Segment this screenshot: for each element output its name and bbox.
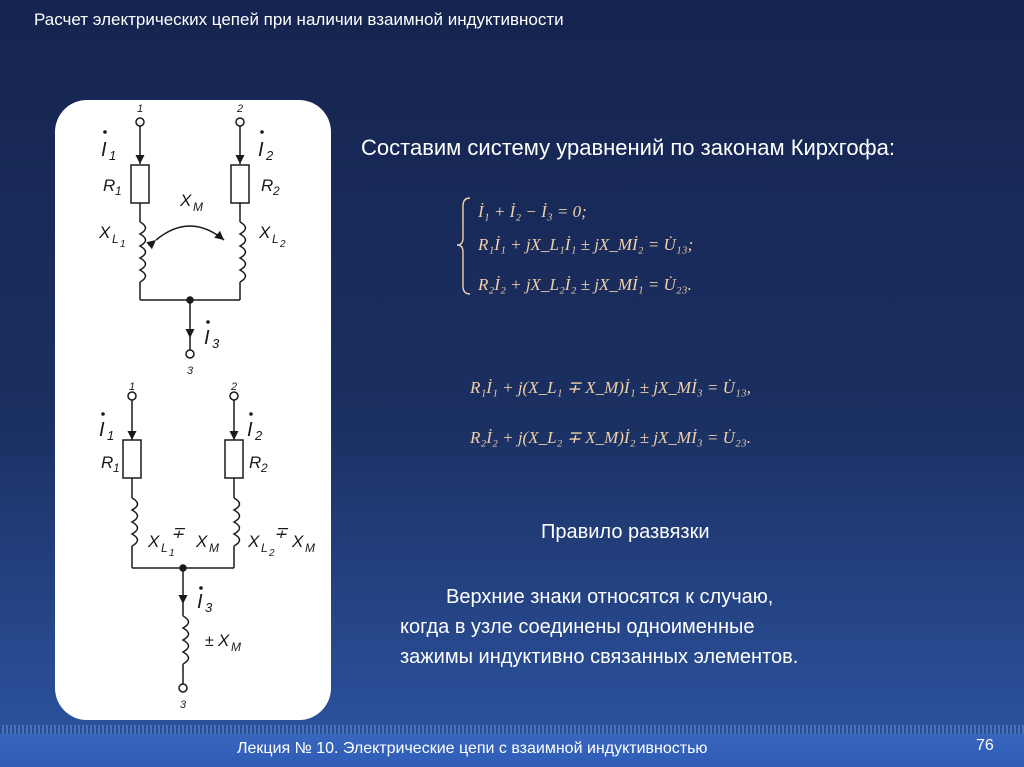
footer-decoration [0, 725, 1024, 734]
circuit-diagram-panel [55, 100, 331, 720]
rule-line: зажимы индуктивно связанных элементов. [400, 646, 799, 668]
page-number: 76 [976, 737, 994, 754]
r2-sub-lower: 2 [261, 461, 268, 475]
equation-decoupled-1: R₁İ₁ + j(X_L₁ ∓ X_M)İ₁ ± jX_Mİ₃ = U̇₁₃, [470, 378, 751, 397]
xl1-label-lower: X [148, 532, 160, 551]
inductor-xm-lower [183, 616, 189, 664]
inductor-l2-lower [234, 498, 240, 546]
slide-title: Расчет электрических цепей при наличии взаимной индуктивности [34, 10, 564, 29]
rule-line: когда в узле соединены одноименные [400, 616, 755, 638]
resistor-r1 [131, 165, 149, 203]
footer-lecture-title: Лекция № 10. Электрические цепи с взаимной индуктивностью [237, 740, 708, 757]
system-brace [457, 198, 470, 294]
xm-label-lower-2: X [292, 532, 304, 551]
r2-label-lower: R [249, 453, 262, 472]
current-i3-label-lower: I [197, 591, 203, 613]
node-3-label-lower: 3 [180, 699, 187, 711]
current-i3-sub: 3 [212, 336, 220, 351]
phasor-dot [101, 412, 105, 416]
phasor-dot [260, 130, 264, 134]
equation-decoupled-2: R₂İ₂ + j(X_L₂ ∓ X_M)İ₂ ± jX_Mİ₃ = U̇₂₃. [470, 428, 751, 447]
terminal-1 [136, 118, 144, 126]
r1-sub-lower: 1 [113, 461, 120, 475]
current-i3-sub-lower: 3 [205, 600, 213, 615]
r1-label: R [103, 176, 116, 195]
mp-sign-1: ∓ [171, 525, 185, 542]
pm-sign: ± [205, 633, 214, 650]
resistor-r2 [231, 165, 249, 203]
xl2-sub: 2 [280, 239, 286, 250]
xm-sub: M [193, 200, 203, 214]
phasor-dot [199, 586, 203, 590]
xl2-label: X [259, 223, 271, 242]
xl2-label-lower: X [248, 532, 260, 551]
resistor-r2-lower [225, 440, 243, 478]
current-i1-label-lower: I [99, 419, 105, 441]
terminal-3 [186, 350, 194, 358]
rule-text [400, 582, 900, 672]
xl1-l: L [112, 232, 119, 246]
terminal-3-lower [179, 684, 187, 692]
xl1-label: X [99, 223, 111, 242]
node-1-label-lower: 1 [129, 381, 136, 393]
xm-sub-lower-3: M [231, 640, 241, 654]
rule-line: Верхние знаки относятся к случаю, [446, 586, 774, 608]
xm-label-lower-1: X [196, 532, 208, 551]
r2-sub: 2 [273, 184, 280, 198]
terminal-1-lower [128, 392, 136, 400]
r1-label-lower: R [101, 453, 114, 472]
xl1-sub: 1 [120, 239, 126, 250]
node-3-label: 3 [187, 365, 194, 377]
mutual-coupling-arrow [156, 226, 224, 240]
xm-sub-lower-1: M [209, 541, 219, 555]
circuit-diagrams [55, 100, 331, 720]
kirchhoff-heading: Составим систему уравнений по законам Кирхгофа: [361, 135, 896, 160]
xm-label-lower-3: X [218, 631, 230, 650]
phasor-dot [103, 130, 107, 134]
current-i3-label: I [204, 327, 210, 349]
current-i2-sub: 2 [266, 148, 274, 163]
inductor-l2 [240, 222, 246, 282]
upper-circuit [131, 118, 249, 358]
mp-sign-2: ∓ [274, 525, 288, 542]
xm-sub-lower-2: M [305, 541, 315, 555]
equation-system-2: R₁İ₁ + jX_L₁İ₁ ± jX_Mİ₂ = U̇₁₃; [478, 235, 694, 254]
xl1-sub-lower: 1 [169, 548, 175, 559]
phasor-dot [249, 412, 253, 416]
r1-sub: 1 [115, 184, 122, 198]
node-2-label-lower: 2 [231, 381, 238, 393]
rule-title: Правило развязки [541, 521, 710, 543]
terminal-2 [236, 118, 244, 126]
xm-label: X [180, 191, 192, 210]
r2-label: R [261, 176, 274, 195]
inductor-l1-lower [132, 498, 138, 546]
equation-system-3: R₂İ₂ + jX_L₂İ₂ ± jX_Mİ₁ = U̇₂₃. [478, 275, 692, 294]
current-i1-sub-lower: 1 [107, 428, 115, 443]
current-i1-label: I [101, 139, 107, 161]
node-2-label: 2 [237, 103, 244, 115]
xl2-l: L [272, 232, 279, 246]
current-i2-label-lower: I [247, 419, 253, 441]
current-i2-sub-lower: 2 [255, 428, 263, 443]
terminal-2-lower [230, 392, 238, 400]
xl1-l-lower: L [161, 541, 168, 555]
node-1-label: 1 [137, 103, 144, 115]
xl2-l-lower: L [261, 541, 268, 555]
equation-system-1: İ₁ + İ₂ − İ₃ = 0; [478, 202, 587, 221]
current-i2-label: I [258, 139, 264, 161]
resistor-r1-lower [123, 440, 141, 478]
xl2-sub-lower: 2 [269, 548, 275, 559]
phasor-dot [206, 320, 210, 324]
inductor-l1 [140, 222, 146, 282]
current-i1-sub: 1 [109, 148, 117, 163]
